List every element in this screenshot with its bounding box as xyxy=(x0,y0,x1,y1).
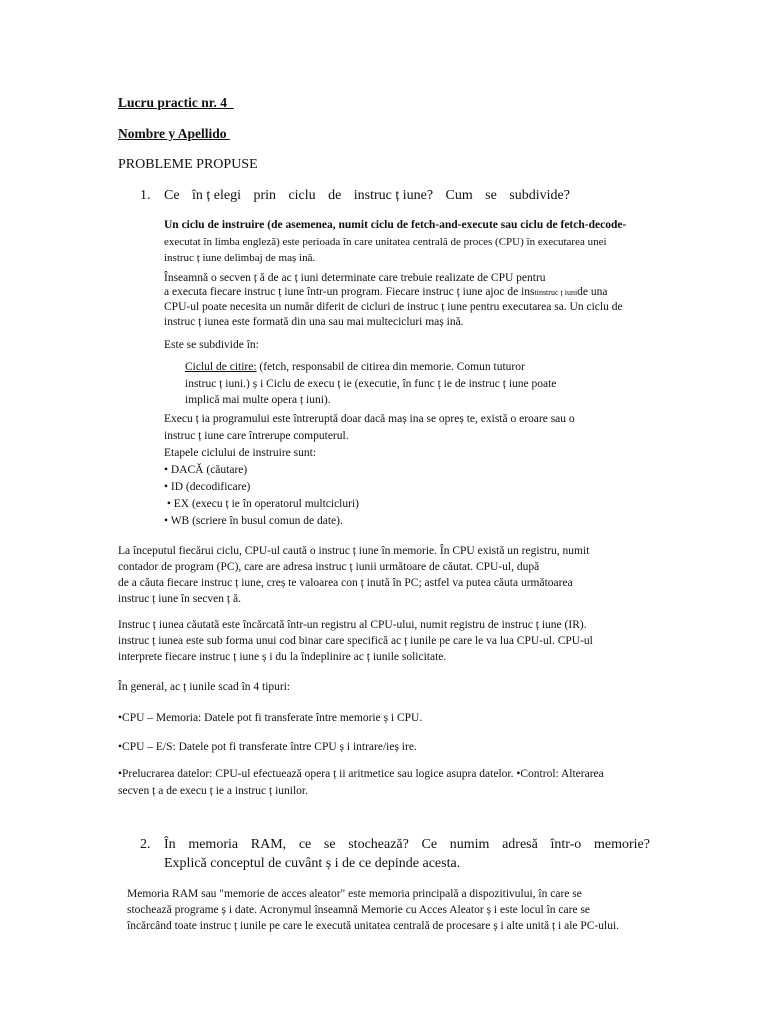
stage-item: • ID (decodificare) xyxy=(164,481,251,493)
answer-1-bullet: Ciclul de citire: (fetch, responsabil de citirea din memorie. Comun tuturor xyxy=(185,361,525,373)
question-1-text: Ce în ț elegi prin ciclu de instruc ț iune? Cum se subdivide? xyxy=(164,188,570,203)
stage-item: • DACĂ (căutare) xyxy=(164,464,248,476)
answer-1-line: a executa fiecare instruc ț iune într-un program. Fiecare instruc ț iune ajoc de instinstruc ț iunide una xyxy=(164,286,608,298)
answer-1-line: Etapele ciclului de instruire sunt: xyxy=(164,447,317,459)
body-line: de a căuta fiecare instruc ț iune, creș te valoarea con ț inută în PC; astfel va putea căuta următoarea xyxy=(118,577,573,589)
body-line: instruc ț iune în secven ț ă. xyxy=(118,593,241,605)
answer-1-line: executat în limba engleză) este perioada în care unitatea centrală de proces (CPU) în executarea unei xyxy=(164,236,607,248)
answer-1-bullet: implică mai multe opera ț iuni). xyxy=(185,394,331,406)
question-2-number: 2. xyxy=(140,837,151,852)
answer-1-line: Este se subdivide în: xyxy=(164,339,259,351)
answer-1-line: instruc ț iune delimbaj de maș ină. xyxy=(164,252,316,264)
body-line: instruc ț iunea este sub forma unui cod binar care specifică ac ț iunile pe care le va lua CPU-ul. CPU-ul xyxy=(118,635,593,647)
answer-2-line: încărcând toate instruc ț iunile pe care le execută unitatea centrală de procesare ș i alte unită ț i ale PC-ului. xyxy=(127,920,620,932)
answer-1-line: CPU-ul poate necesita un număr diferit de cicluri de instruc ț iune pentru executarea sa. Un ciclu de xyxy=(164,301,623,313)
answer-1-bullet: instruc ț iuni.) ș i Ciclu de execu ț ie (executie, în func ț ie de instruc ț iune poate xyxy=(185,378,557,390)
body-line: În general, ac ț iunile scad în 4 tipuri: xyxy=(118,681,291,693)
body-line: contador de program (PC), care are adresa instruc ț iunii următoare de căutat. CPU-ul, după xyxy=(118,561,540,573)
question-2-text: Explică conceptul de cuvânt ș i de ce depinde acesta. xyxy=(164,856,461,871)
body-line: interprete fiecare instruc ț iune ș i du la îndeplinire ac ț iunile solicitate. xyxy=(118,651,447,663)
student-name: Nombre y Apellido xyxy=(118,126,227,141)
stage-item: • WB (scriere în busul comun de date). xyxy=(164,515,343,527)
question-2-text: În memoria RAM, ce se stochează? Ce numim adresă într-o memorie? xyxy=(164,837,650,852)
answer-1-line: instruc ț iunea este formată din una sau mai multecicluri maș ină. xyxy=(164,316,464,328)
action-type: •CPU – E/S: Datele pot fi transferate între CPU ș i intrare/ieș ire. xyxy=(118,741,417,753)
body-line: La începutul fiecărui ciclu, CPU-ul caută o instruc ț iune în memorie. În CPU există un registru, numit xyxy=(118,545,590,557)
answer-2-line: Memoria RAM sau "memorie de acces aleator" este memoria principală a dispozitivului, în care se xyxy=(127,888,582,900)
action-type: •CPU – Memoria: Datele pot fi transferate între memorie ș i CPU. xyxy=(118,712,423,724)
question-1-number: 1. xyxy=(140,188,151,203)
answer-1-line: Înseamnă o secven ț ă de ac ț iuni determinate care trebuie realizate de CPU pentru xyxy=(164,272,546,284)
action-type: •Prelucrarea datelor: CPU-ul efectuează opera ț ii aritmetice sau logice asupra datelor. •Control: Alterarea xyxy=(118,768,604,780)
answer-1-line: instruc ț iune care întrerupe computerul. xyxy=(164,430,349,442)
section-heading: PROBLEME PROPUSE xyxy=(118,157,258,172)
action-type: secven ț a de execu ț ie a instruc ț iunilor. xyxy=(118,785,309,797)
answer-1-line: Un ciclu de instruire (de asemenea, numit ciclu de fetch-and-execute sau ciclu de fetch-decode- xyxy=(164,219,627,231)
answer-1-line: Execu ț ia programului este întreruptă doar dacă maș ina se opreș te, există o eroare sau o xyxy=(164,413,575,425)
answer-2-line: stochează programe ș i date. Acronymul înseamnă Memorie cu Acces Aleator ș i este locul în care se xyxy=(127,904,591,916)
body-line: Instruc ț iunea căutată este încărcată într-un registru al CPU-ului, numit registru de instruc ț iune (IR). xyxy=(118,619,587,631)
stage-item: • EX (execu ț ie în operatorul multcicluri) xyxy=(164,498,359,510)
practical-title: Lucru practic nr. 4 xyxy=(118,95,227,110)
